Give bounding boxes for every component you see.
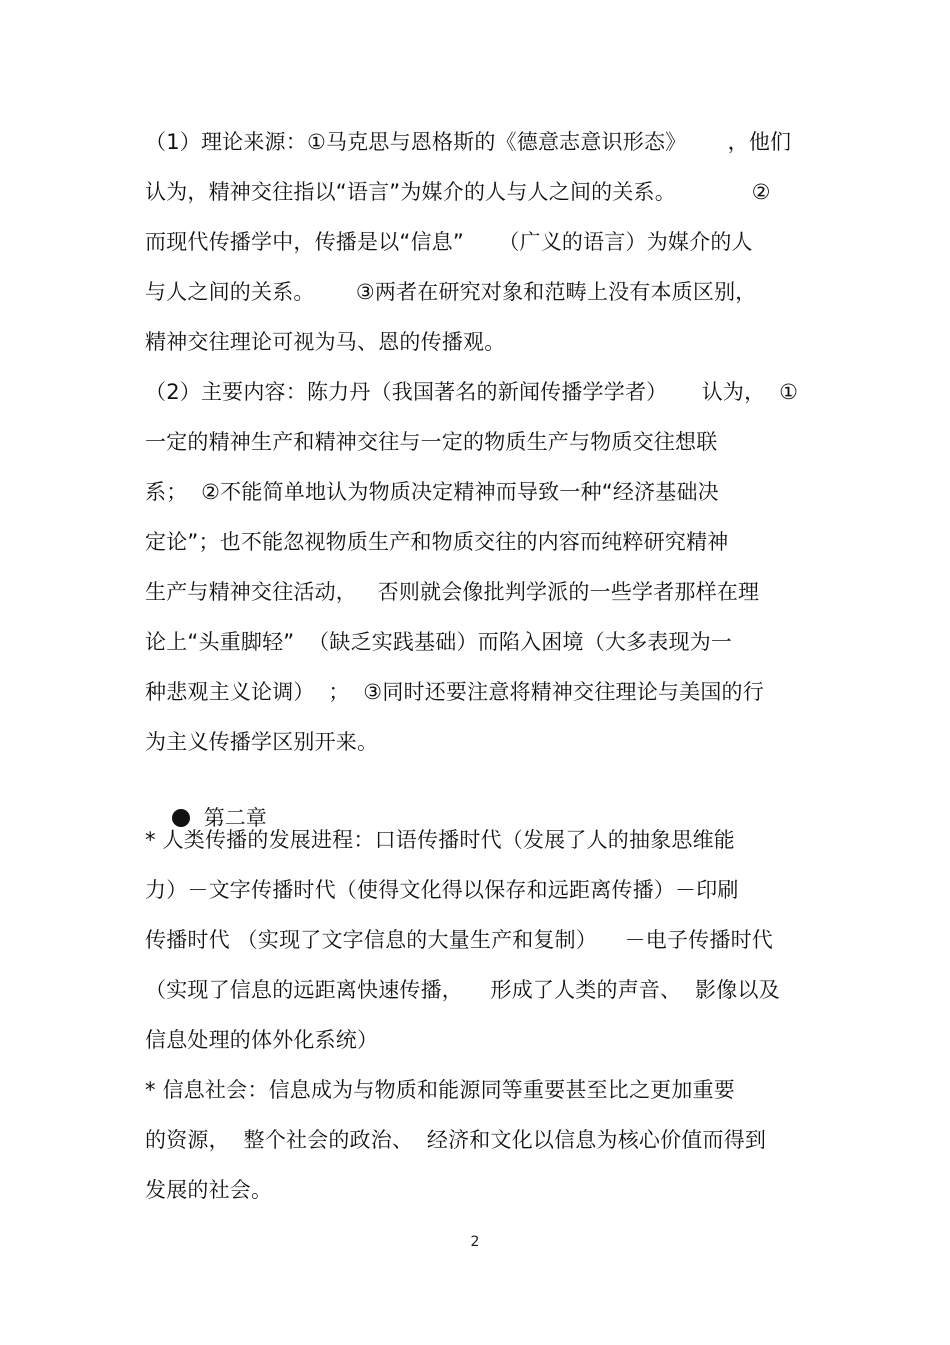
text-line: 力）－文字传播时代（使得文化得以保存和远距离传播）－印刷	[145, 878, 739, 902]
text-line: （1）理论来源：①马克思与恩格斯的《德意志意识形态》 ，他们	[145, 130, 792, 154]
text-line: 论上“头重脚轻” （缺乏实践基础）而陷入困境（大多表现为一	[145, 630, 733, 654]
text-line: * 信息社会：信息成为与物质和能源同等重要甚至比之更加重要	[145, 1078, 735, 1102]
text-line: 信息处理的体外化系统）	[145, 1028, 379, 1052]
text-line: （2）主要内容：陈力丹（我国著名的新闻传播学学者） 认为， ①	[145, 380, 799, 404]
text-line: 而现代传播学中，传播是以“信息” （广义的语言）为媒介的人	[145, 230, 753, 254]
text-line: 生产与精神交往活动， 否则就会像批判学派的一些学者那样在理	[145, 580, 760, 604]
text-line: 传播时代 （实现了文字信息的大量生产和复制） －电子传播时代	[145, 928, 773, 952]
text-line: 认为，精神交往指以“语言”为媒介的人与人之间的关系。 ②	[145, 180, 771, 204]
text-line: 一定的精神生产和精神交往与一定的物质生产与物质交往想联	[145, 430, 718, 454]
text-line: 发展的社会。	[145, 1178, 273, 1202]
text-line: 定论”；也不能忽视物质生产和物质交往的内容而纯粹研究精神	[145, 530, 729, 554]
text-line: 精神交往理论可视为马、恩的传播观。	[145, 330, 506, 354]
text-line: 系； ②不能简单地认为物质决定精神而导致一种“经济基础决	[145, 480, 719, 504]
page-number: 2	[470, 1234, 480, 1250]
chapter-title: 第二章	[203, 806, 267, 830]
text-line: 的资源， 整个社会的政治、 经济和文化以信息为核心价值而得到	[145, 1128, 767, 1152]
text-line: 与人之间的关系。 ③两者在研究对象和范畴上没有本质区别，	[145, 280, 757, 304]
text-line: 为主义传播学区别开来。	[145, 730, 379, 754]
text-line: （实现了信息的远距离快速传播， 形成了人类的声音、 影像以及	[145, 978, 780, 1002]
bullet-icon	[172, 809, 190, 827]
text-line: * 人类传播的发展进程：口语传播时代（发展了人的抽象思维能	[145, 828, 735, 852]
text-line: 种悲观主义论调） ； ③同时还要注意将精神交往理论与美国的行	[145, 680, 764, 704]
